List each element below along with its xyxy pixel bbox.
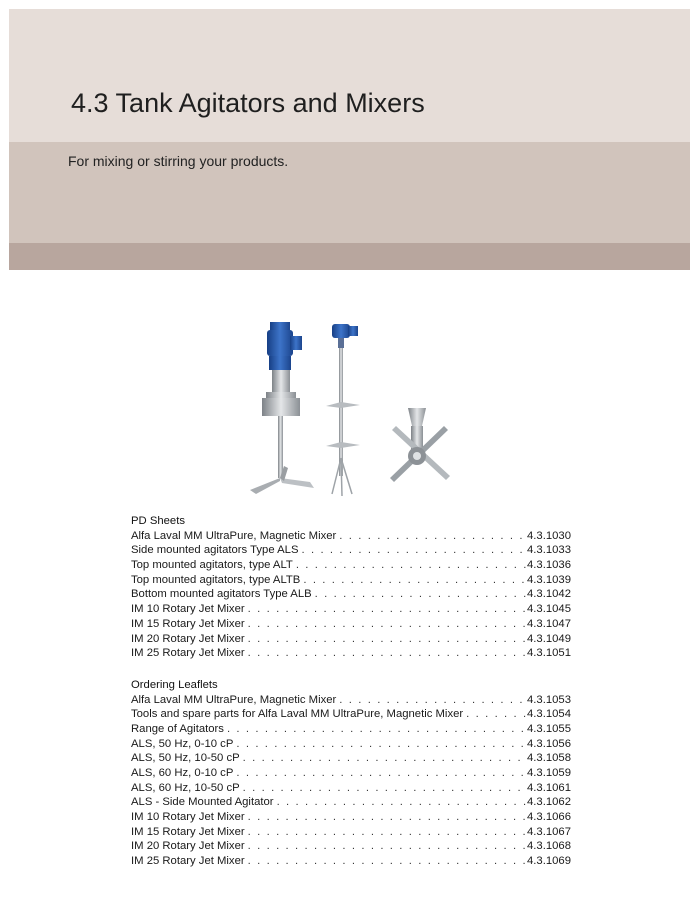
- toc-row[interactable]: [131, 854, 571, 869]
- header-band: [9, 9, 690, 142]
- toc-row[interactable]: [131, 543, 571, 558]
- leader-dots: [240, 781, 527, 796]
- toc-label: IM 25 Rotary Jet Mixer: [131, 855, 245, 868]
- leader-dots: [336, 529, 527, 544]
- toc-label: IM 15 Rotary Jet Mixer: [131, 825, 245, 838]
- toc-page: 4.3.1066: [527, 811, 571, 824]
- toc-row[interactable]: [131, 587, 571, 602]
- leader-dots: [245, 854, 527, 869]
- leader-dots: [245, 810, 527, 825]
- leader-dots: [300, 573, 527, 588]
- toc-row[interactable]: [131, 602, 571, 617]
- toc-page: 4.3.1067: [527, 825, 571, 838]
- toc-page: 4.3.1056: [527, 737, 571, 750]
- toc-page: 4.3.1042: [527, 588, 571, 601]
- toc-page: 4.3.1049: [527, 632, 571, 645]
- toc-label: Alfa Laval MM UltraPure, Magnetic Mixer: [131, 529, 337, 542]
- pd-sheets-heading: PD Sheets: [131, 515, 186, 527]
- toc-page: 4.3.1039: [527, 573, 571, 586]
- toc-row[interactable]: [131, 737, 571, 752]
- toc-row[interactable]: [131, 810, 571, 825]
- section-gap: [131, 661, 571, 678]
- toc-label: Bottom mounted agitators Type ALB: [131, 588, 312, 601]
- toc-row[interactable]: [131, 529, 571, 544]
- toc-row[interactable]: [131, 558, 571, 573]
- toc-row[interactable]: [131, 646, 571, 661]
- accent-band: [9, 243, 690, 270]
- toc-page: 4.3.1045: [527, 603, 571, 616]
- toc-label: Side mounted agitators Type ALS: [131, 544, 299, 557]
- leader-dots: [233, 737, 527, 752]
- toc-row[interactable]: [131, 573, 571, 588]
- leader-dots: [298, 543, 527, 558]
- toc-label: ALS, 50 Hz, 10-50 cP: [131, 752, 240, 765]
- toc-row[interactable]: [131, 825, 571, 840]
- toc-page: 4.3.1054: [527, 708, 571, 721]
- toc-label: IM 10 Rotary Jet Mixer: [131, 603, 245, 616]
- toc-row[interactable]: [131, 617, 571, 632]
- toc-page: 4.3.1030: [527, 529, 571, 542]
- side-agitator-icon: [250, 322, 314, 494]
- toc-label: Alfa Laval MM UltraPure, Magnetic Mixer: [131, 693, 337, 706]
- page-subtitle: For mixing or stirring your products.: [68, 153, 289, 169]
- toc-page: 4.3.1053: [527, 693, 571, 706]
- toc-page: 4.3.1036: [527, 559, 571, 572]
- leader-dots: [336, 693, 527, 708]
- agitators-product-photo-icon: [240, 318, 470, 498]
- toc-page: 4.3.1068: [527, 840, 571, 853]
- toc-label: ALS - Side Mounted Agitator: [131, 796, 274, 809]
- toc-page: 4.3.1061: [527, 781, 571, 794]
- leader-dots: [463, 707, 527, 722]
- toc-page: 4.3.1047: [527, 617, 571, 630]
- leader-dots: [274, 795, 527, 810]
- leader-dots: [312, 587, 527, 602]
- leader-dots: [224, 722, 527, 737]
- toc-label: IM 15 Rotary Jet Mixer: [131, 617, 245, 630]
- leader-dots: [245, 839, 527, 854]
- toc-label: Tools and spare parts for Alfa Laval MM UltraPure, Magnetic Mixer: [131, 708, 464, 721]
- toc-label: ALS, 60 Hz, 10-50 cP: [131, 781, 240, 794]
- toc-row[interactable]: [131, 632, 571, 647]
- toc-page: 4.3.1058: [527, 752, 571, 765]
- toc-label: IM 20 Rotary Jet Mixer: [131, 632, 245, 645]
- leader-dots: [233, 766, 527, 781]
- leader-dots: [293, 558, 527, 573]
- toc-label: Top mounted agitators, type ALT: [131, 559, 293, 572]
- toc-page: 4.3.1055: [527, 722, 571, 735]
- toc-row[interactable]: [131, 781, 571, 796]
- toc-row[interactable]: [131, 722, 571, 737]
- toc-page: 4.3.1051: [527, 647, 571, 660]
- leader-dots: [245, 646, 527, 661]
- toc-page: 4.3.1069: [527, 855, 571, 868]
- toc-row[interactable]: [131, 795, 571, 810]
- toc-row[interactable]: [131, 766, 571, 781]
- toc-row[interactable]: [131, 693, 571, 708]
- toc-label: IM 20 Rotary Jet Mixer: [131, 840, 245, 853]
- toc-page: 4.3.1062: [527, 796, 571, 809]
- ordering-leaflets-heading: Ordering Leaflets: [131, 678, 218, 691]
- leader-dots: [245, 632, 527, 647]
- toc-row[interactable]: [131, 751, 571, 766]
- table-of-contents: [131, 514, 571, 869]
- toc-label: IM 25 Rotary Jet Mixer: [131, 647, 245, 660]
- leader-dots: [245, 602, 527, 617]
- toc-label: IM 10 Rotary Jet Mixer: [131, 811, 245, 824]
- page-title: 4.3 Tank Agitators and Mixers: [71, 88, 425, 118]
- toc-label: Top mounted agitators, type ALTB: [131, 573, 301, 586]
- toc-page: 4.3.1059: [527, 767, 571, 779]
- toc-row[interactable]: [131, 839, 571, 854]
- top-agitator-icon: [326, 324, 360, 496]
- toc-row[interactable]: [131, 707, 571, 722]
- leader-dots: [245, 825, 527, 840]
- leader-dots: [240, 751, 527, 766]
- toc-page: 4.3.1033: [527, 544, 571, 557]
- leader-dots: [245, 617, 527, 632]
- toc-label: ALS, 60 Hz, 0-10 cP: [131, 767, 234, 779]
- toc-label: ALS, 50 Hz, 0-10 cP: [131, 737, 234, 750]
- rotary-jet-mixer-icon: [390, 408, 450, 482]
- toc-label: Range of Agitators: [131, 722, 224, 735]
